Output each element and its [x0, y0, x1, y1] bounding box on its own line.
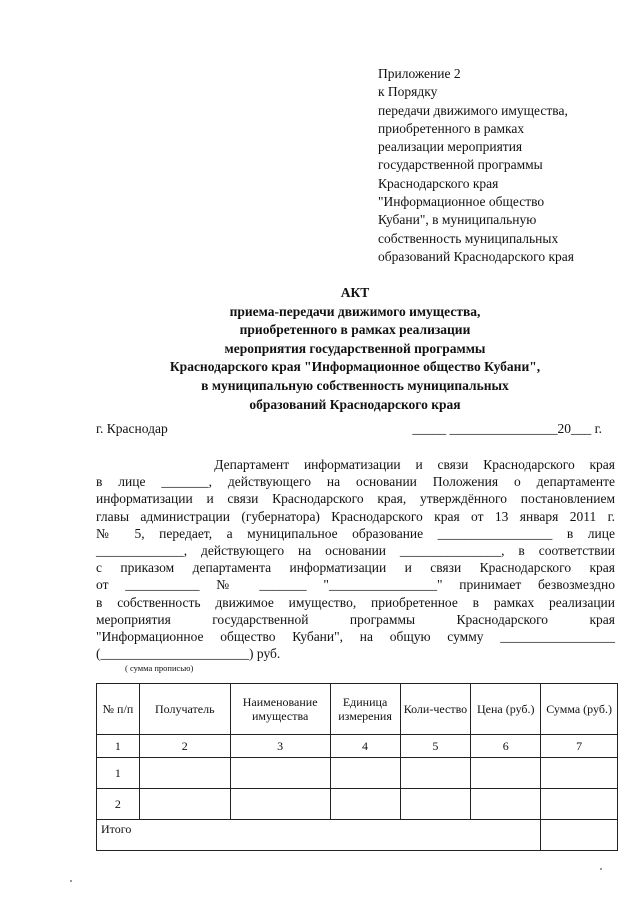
document-title: [60, 284, 640, 414]
header-cell: Наименование имущества: [230, 684, 330, 735]
body-line: _____________, действующего на основании _______________, в соответствии: [96, 543, 615, 559]
total-sum-cell: [541, 820, 618, 851]
column-number: 4: [330, 735, 400, 758]
title-line: в муниципальную собственность муниципальных: [201, 377, 509, 393]
sum-in-words-caption: ( сумма прописью): [125, 663, 194, 673]
row-number: 1: [97, 758, 140, 789]
empty-cell: [330, 758, 400, 789]
body-line: главы администрации (губернатора) Краснодарского края от 13 января 2011 г.: [96, 508, 615, 524]
appendix-line: государственной программы: [378, 157, 543, 173]
empty-cell: [471, 789, 541, 820]
empty-cell: [541, 789, 618, 820]
body-line: (______________________) руб.: [96, 646, 281, 662]
body-line: информатизации и связи Краснодарского края, утверждённого постановлением: [96, 491, 615, 507]
title-line: приема-передачи движимого имущества,: [229, 303, 481, 319]
column-number-row: [97, 735, 618, 758]
property-table: [96, 683, 618, 851]
scan-speck: [600, 868, 602, 870]
header-cell: Единица измерения: [330, 684, 400, 735]
title-line: АКТ: [340, 285, 370, 300]
empty-cell: [400, 789, 471, 820]
appendix-line: Приложение 2: [378, 66, 461, 81]
header-cell: Сумма (руб.): [541, 684, 618, 735]
body-line: в лице _______, действующего на основании Положения о департаменте: [96, 474, 615, 490]
appendix-line: собственность муниципальных: [378, 230, 559, 246]
empty-cell: [541, 758, 618, 789]
place-date-line: [96, 421, 602, 439]
appendix-header: [378, 65, 628, 266]
appendix-line: реализации мероприятия: [378, 139, 523, 155]
table-header-row: [97, 684, 618, 735]
empty-cell: [230, 758, 330, 789]
body-line: № 5, передает, а муниципальное образование _________________ в лице: [96, 525, 615, 541]
table-row: [97, 789, 618, 820]
header-cell: Коли-чество: [400, 684, 471, 735]
title-line: Краснодарского края "Информационное общество Кубани",: [169, 359, 541, 375]
column-number: 7: [541, 735, 618, 758]
act-body-text: [96, 456, 615, 662]
header-cell: № п/п: [97, 684, 140, 735]
place-name: г. Краснодар: [96, 421, 168, 436]
scan-speck: [70, 880, 72, 882]
appendix-line: Кубани", в муниципальную: [378, 212, 537, 228]
header-cell: Получатель: [139, 684, 230, 735]
date-blank: _____ ________________20___ г.: [412, 421, 602, 436]
header-cell: Цена (руб.): [471, 684, 541, 735]
appendix-line: приобретенного в рамках: [378, 120, 525, 136]
column-number: 6: [471, 735, 541, 758]
column-number: 2: [139, 735, 230, 758]
body-line: с приказом департамента информатизации и связи Краснодарского края: [96, 560, 615, 576]
appendix-line: "Информационное общество: [378, 194, 545, 210]
appendix-line: передачи движимого имущества,: [378, 102, 568, 118]
body-line: от ___________ № _______ "________________" принимает безвозмездно: [96, 577, 615, 593]
title-line: приобретенного в рамках реализации: [239, 322, 471, 338]
column-number: 3: [230, 735, 330, 758]
empty-cell: [400, 758, 471, 789]
title-line: мероприятия государственной программы: [224, 340, 486, 356]
column-number: 1: [97, 735, 140, 758]
body-line: в собственность движимое имущество, приобретенное в рамках реализации: [96, 594, 615, 610]
total-row: [97, 820, 618, 851]
total-label: Итого: [97, 820, 541, 851]
column-number: 5: [400, 735, 471, 758]
appendix-line: к Порядку: [378, 84, 438, 100]
row-number: 2: [97, 789, 140, 820]
appendix-line: Краснодарского края: [378, 175, 499, 191]
empty-cell: [330, 789, 400, 820]
table-row: [97, 758, 618, 789]
body-line: Департамент информатизации и связи Краснодарского края: [96, 457, 615, 472]
empty-cell: [230, 789, 330, 820]
empty-cell: [471, 758, 541, 789]
body-line: "Информационное общество Кубани", на общую сумму _________________: [96, 629, 615, 645]
empty-cell: [139, 789, 230, 820]
body-line: мероприятия государственной программы Краснодарского края: [96, 611, 615, 627]
empty-cell: [139, 758, 230, 789]
appendix-line: образований Краснодарского края: [378, 248, 574, 264]
title-line: образований Краснодарского края: [249, 396, 461, 412]
